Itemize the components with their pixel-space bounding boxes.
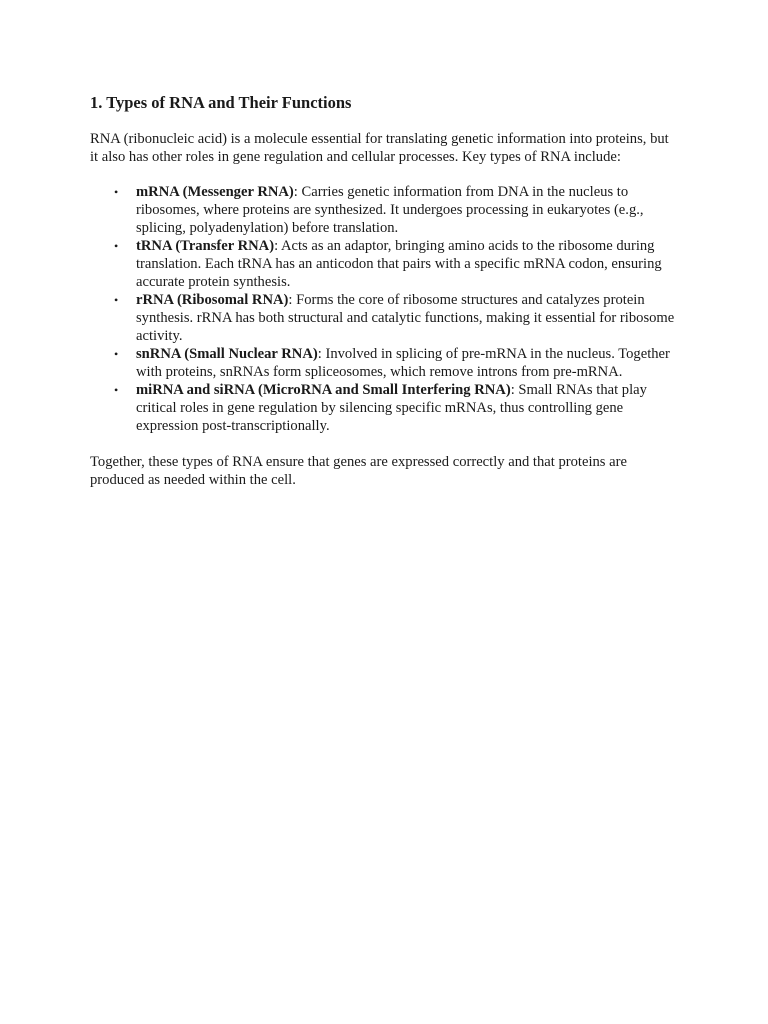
list-item-term: mRNA (Messenger RNA) <box>136 184 294 200</box>
list-item-text: : Small RNAs that play critical roles in gene regulation by silencing specific mRNAs, thus controlling gene expression post-transcriptionally. <box>136 382 647 434</box>
list-item <box>114 381 680 435</box>
bullet-icon: • <box>114 239 119 253</box>
bullet-icon: • <box>114 185 119 199</box>
list-item-term: tRNA (Transfer RNA) <box>136 238 275 254</box>
list-item-term: snRNA (Small Nuclear RNA) <box>136 346 318 362</box>
bullet-icon: • <box>114 383 119 397</box>
list-item-text: : Acts as an adaptor, bringing amino acids to the ribosome during translation. Each tRNA has an anticodon that pairs with a specific mRNA codon, ensuring accurate protein synthesis. <box>136 238 662 290</box>
bullet-icon: • <box>114 293 119 307</box>
conclusion-paragraph: Together, these types of RNA ensure that genes are expressed correctly and that proteins are produced as needed within the cell. <box>90 454 627 488</box>
list-item-text: : Carries genetic information from DNA in the nucleus to ribosomes, where proteins are synthesized. It undergoes processing in eukaryotes (e.g., splicing, polyadenylation) before translation. <box>136 184 644 236</box>
list-item-text: : Forms the core of ribosome structures and catalyzes protein synthesis. rRNA has both structural and catalytic functions, making it essential for ribosome activity. <box>136 292 675 344</box>
intro-paragraph: RNA (ribonucleic acid) is a molecule essential for translating genetic information into proteins, but it also has other roles in gene regulation and cellular processes. Key types of RNA include: <box>90 131 669 165</box>
list-item <box>114 345 680 381</box>
document-page <box>90 92 680 489</box>
list-item-term: miRNA and siRNA (MicroRNA and Small Interfering RNA) <box>136 382 511 398</box>
list-item-term: rRNA (Ribosomal RNA) <box>136 292 289 308</box>
rna-types-list <box>90 183 680 435</box>
list-item-text: : Involved in splicing of pre-mRNA in the nucleus. Together with proteins, snRNAs form spliceosomes, which remove introns from pre-mRNA. <box>136 346 670 380</box>
section-heading: 1. Types of RNA and Their Functions <box>90 93 352 112</box>
bullet-icon: • <box>114 347 119 361</box>
list-item <box>114 183 680 237</box>
list-item <box>114 237 680 291</box>
list-item <box>114 291 680 345</box>
